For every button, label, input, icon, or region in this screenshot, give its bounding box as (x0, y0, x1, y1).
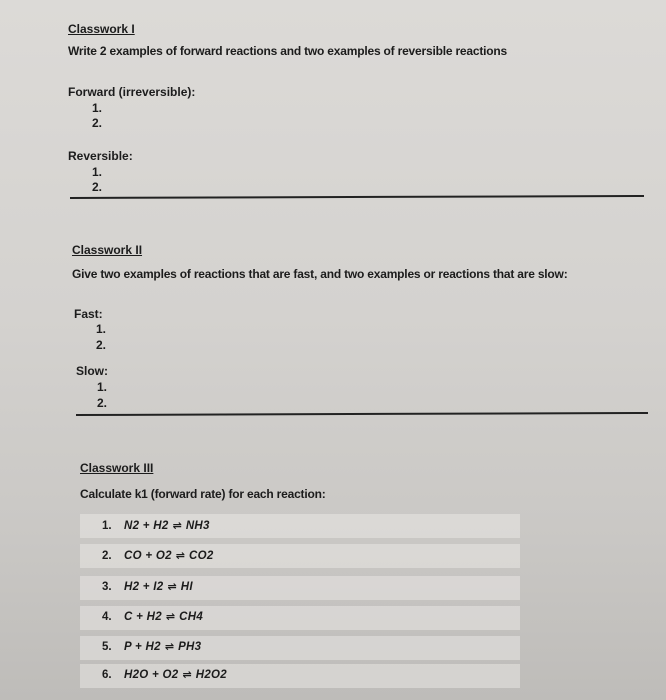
reaction-products: CH4 (179, 611, 204, 623)
reaction-number: 6. (102, 669, 112, 681)
classwork-3-instruction: Calculate k1 (forward rate) for each reaction: (80, 487, 326, 501)
equilibrium-arrow-icon: ⇌ (172, 520, 182, 532)
reaction-reactants: H2O + O2 (124, 669, 179, 681)
classwork-2-title: Classwork II (72, 243, 143, 257)
reaction-item (102, 640, 201, 653)
classwork-3-title: Classwork III (80, 461, 154, 475)
slow-label: Slow: (76, 364, 108, 378)
reaction-number: 2. (102, 550, 112, 562)
reaction-number: 1. (102, 520, 112, 532)
reaction-reactants: H2 + I2 (124, 581, 164, 593)
classwork-2-instruction: Give two examples of reactions that are fast, and two examples or reactions that are slow: (72, 267, 568, 281)
forward-item-2: 2. (92, 116, 103, 130)
reaction-products: H2O2 (195, 669, 227, 681)
reversible-item-2: 2. (92, 180, 103, 194)
fast-label: Fast: (74, 307, 103, 321)
reaction-item (102, 519, 210, 532)
reaction-products: CO2 (189, 550, 214, 562)
reaction-number: 4. (102, 611, 112, 623)
reaction-item (102, 549, 214, 562)
reaction-item (102, 668, 227, 681)
classwork-1-instruction: Write 2 examples of forward reactions and two examples of reversible reactions (68, 44, 508, 58)
reaction-products: NH3 (185, 520, 210, 532)
reaction-products: PH3 (178, 641, 202, 653)
slow-item-1: 1. (97, 380, 108, 394)
forward-label: Forward (irreversible): (68, 85, 196, 99)
fast-item-2: 2. (96, 338, 107, 352)
reaction-item (102, 580, 193, 593)
reaction-item (102, 610, 203, 623)
reaction-reactants: N2 + H2 (124, 520, 169, 532)
equilibrium-arrow-icon: ⇌ (175, 550, 186, 562)
reversible-item-1: 1. (92, 165, 103, 179)
reaction-reactants: C + H2 (124, 611, 162, 623)
reaction-products: HI (180, 581, 193, 593)
classwork-1-title: Classwork I (68, 22, 135, 36)
equilibrium-arrow-icon: ⇌ (167, 581, 177, 593)
equilibrium-arrow-icon: ⇌ (165, 611, 176, 623)
reaction-reactants: CO + O2 (124, 550, 172, 562)
reversible-label: Reversible: (68, 149, 133, 163)
equilibrium-arrow-icon: ⇌ (182, 669, 192, 681)
reaction-reactants: P + H2 (124, 641, 161, 653)
section-divider-1 (70, 195, 644, 199)
forward-item-1: 1. (92, 101, 103, 115)
reaction-number: 3. (102, 581, 112, 593)
slow-item-2: 2. (97, 396, 108, 410)
section-divider-2 (76, 412, 648, 416)
reaction-number: 5. (102, 641, 112, 653)
equilibrium-arrow-icon: ⇌ (164, 641, 175, 653)
fast-item-1: 1. (96, 322, 107, 336)
